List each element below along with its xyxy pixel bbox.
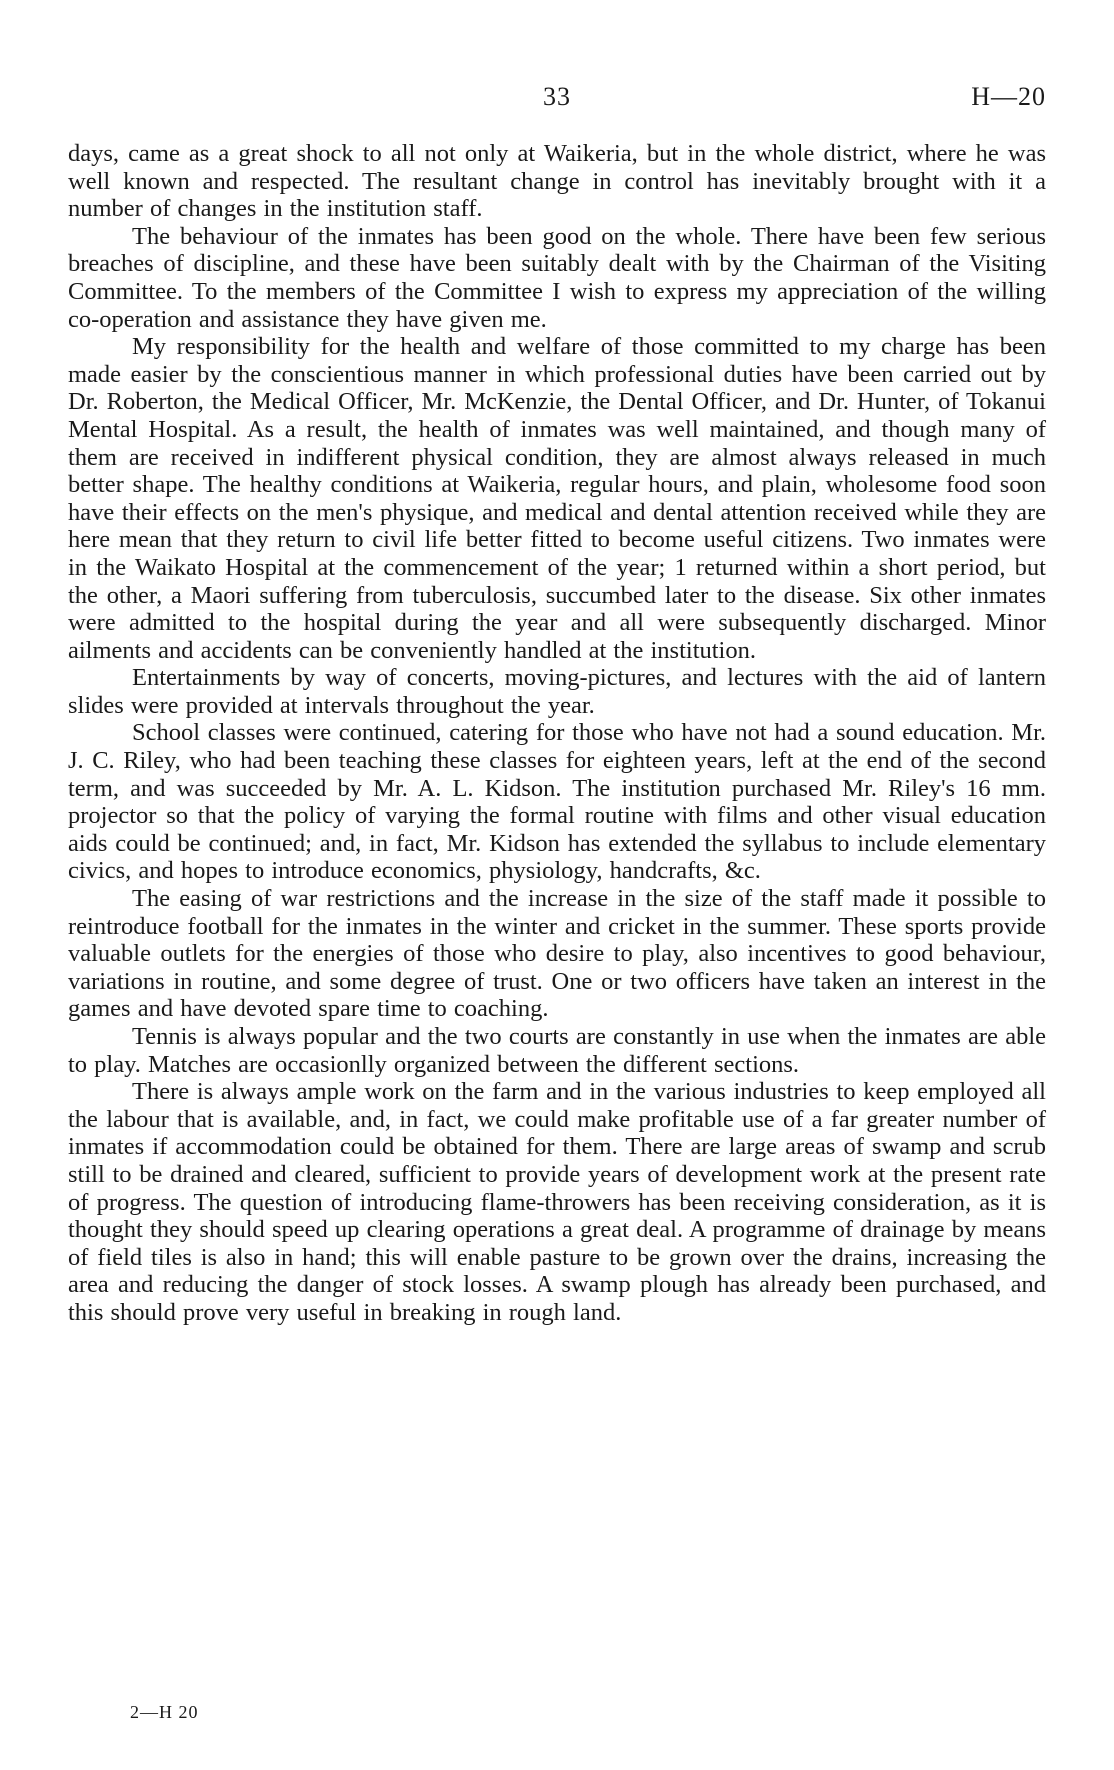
paragraph-sports: The easing of war restrictions and the increase in the size of the staff made it possible to reintroduce football for the inmates in the winter and cricket in the summer. These sports provide valuable outlets for the energies of those who desire to play, also incentives to good behaviour, variations in routine, and some degree of trust. One or two officers have taken an interest in the games and have devoted spare time to coaching. [68,885,1046,1023]
paragraph-school-classes: School classes were continued, catering for those who have not had a sound education. Mr. J. C. Riley, who had been teaching these classes for eighteen years, left at the end of the second term, and was succeeded by Mr. A. L. Kidson. The institution purchased Mr. Riley's 16 mm. projector so that the policy of varying the formal routine with films and other visual education aids could be continued; and, in fact, Mr. Kidson has extended the syllabus to include elementary civics, and hopes to introduce economics, physiology, handcrafts, &c. [68,719,1046,885]
paragraph-entertainments: Entertainments by way of concerts, moving-pictures, and lectures with the aid of lantern slides were provided at intervals throughout the year. [68,664,1046,719]
paragraph-tennis: Tennis is always popular and the two courts are constantly in use when the inmates are able to play. Matches are occasionlly organized between the different sections. [68,1023,1046,1078]
paragraph-farm-work: There is always ample work on the farm and in the various industries to keep employed all the labour that is available, and, in fact, we could make profitable use of a far greater number of inmates if accommodation could be obtained for them. There are large areas of swamp and scrub still to be drained and cleared, sufficient to provide years of development work at the present rate of progress. The question of introducing flame-throwers has been receiving consideration, as it is thought they should speed up clearing operations a great deal. A programme of drainage by means of field tiles is also in hand; this will enable pasture to be grown over the drains, increasing the area and reducing the danger of stock losses. A swamp plough has already been purchased, and this should prove very useful in breaking in rough land. [68,1078,1046,1326]
signature-mark: 2—H 20 [130,1702,199,1722]
paragraph-continuation: days, came as a great shock to all not only at Waikeria, but in the whole district, where he was well known and respected. The resultant change in control has inevitably brought with it a number of changes in the institution staff. [68,140,1046,223]
body-text [68,140,1046,1327]
paragraph-behaviour: The behaviour of the inmates has been good on the whole. There have been few serious breaches of discipline, and these have been suitably dealt with by the Chairman of the Visiting Committee. To the members of the Committee I wish to express my appreciation of the willing co-operation and assistance they have given me. [68,222,1046,333]
paragraph-health: My responsibility for the health and welfare of those committed to my charge has been made easier by the conscientious manner in which professional duties have been carried out by Dr. Roberton, the Medical Officer, Mr. McKenzie, the Dental Officer, and Dr. Hunter, of Tokanui Mental Hospital. As a result, the health of inmates was well maintained, and though many of them are received in indifferent physical condition, they are almost always released in much better shape. The healthy conditions at Waikeria, regular hours, and plain, wholesome food soon have their effects on the men's physique, and medical and dental attention received while they are here mean that they return to civil life better fitted to become useful citizens. Two inmates were in the Waikato Hospital at the commencement of the year; 1 returned within a short period, but the other, a Maori suffering from tuberculosis, succumbed later to the disease. Six other inmates were admitted to the hospital during the year and all were subsequently discharged. Minor ailments and accidents can be conveniently handled at the institution. [68,333,1046,664]
page-number: 33 [543,82,571,111]
document-reference: H—20 [971,82,1046,111]
page-header [68,82,1046,122]
